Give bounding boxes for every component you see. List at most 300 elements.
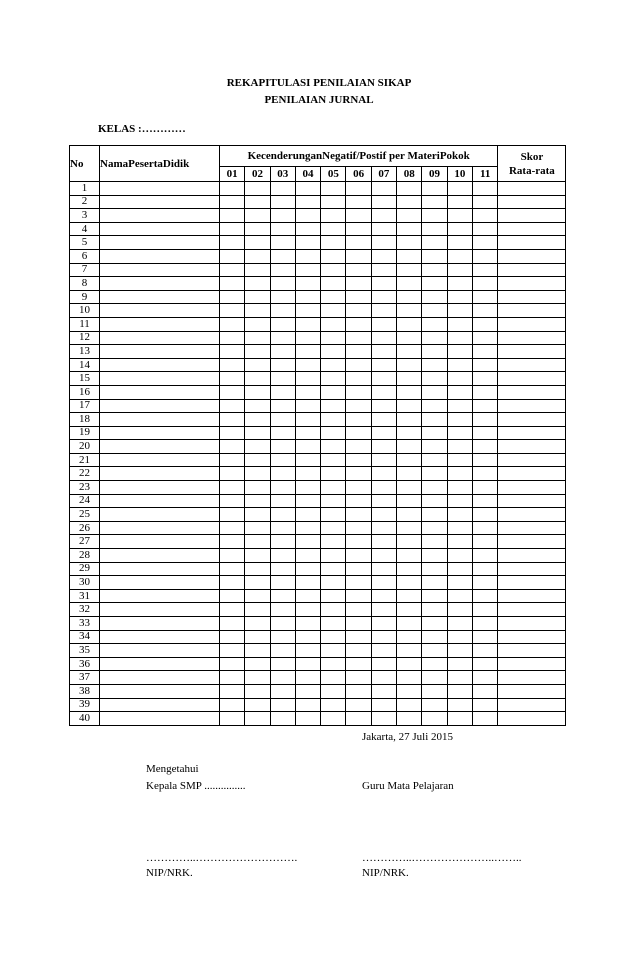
score-cell — [472, 317, 497, 331]
score-cell — [447, 630, 472, 644]
score-cell — [220, 589, 245, 603]
score-cell — [346, 617, 371, 631]
score-cell — [472, 644, 497, 658]
score-cell — [472, 698, 497, 712]
average-cell — [498, 712, 566, 726]
score-cell — [245, 372, 270, 386]
score-cell — [220, 549, 245, 563]
score-cell — [447, 209, 472, 223]
score-cell — [321, 249, 346, 263]
score-cell — [295, 576, 320, 590]
row-number: 29 — [70, 562, 100, 576]
score-cell — [371, 345, 396, 359]
score-cell — [270, 549, 295, 563]
score-cell — [346, 345, 371, 359]
average-cell — [498, 671, 566, 685]
score-cell — [447, 385, 472, 399]
score-cell — [245, 399, 270, 413]
score-cell — [447, 453, 472, 467]
score-cell — [270, 576, 295, 590]
score-cell — [346, 290, 371, 304]
document-subtitle: PENILAIAN JURNAL — [264, 94, 374, 106]
score-cell — [270, 263, 295, 277]
score-cell — [447, 657, 472, 671]
score-cell — [270, 589, 295, 603]
score-cell — [447, 644, 472, 658]
score-cell — [397, 372, 422, 386]
score-cell — [472, 222, 497, 236]
score-cell — [245, 195, 270, 209]
score-cell — [346, 698, 371, 712]
score-cell — [220, 263, 245, 277]
score-cell — [321, 494, 346, 508]
score-cell — [346, 453, 371, 467]
score-cell — [220, 236, 245, 250]
score-cell — [371, 467, 396, 481]
score-cell — [220, 317, 245, 331]
name-cell — [100, 222, 220, 236]
score-cell — [346, 603, 371, 617]
score-cell — [371, 413, 396, 427]
score-cell — [321, 671, 346, 685]
score-cell — [472, 426, 497, 440]
score-cell — [321, 331, 346, 345]
row-number: 5 — [70, 236, 100, 250]
table-row — [70, 644, 566, 658]
score-cell — [295, 521, 320, 535]
score-cell — [270, 535, 295, 549]
score-cell — [220, 222, 245, 236]
average-cell — [498, 372, 566, 386]
name-cell — [100, 562, 220, 576]
score-cell — [220, 249, 245, 263]
score-cell — [371, 494, 396, 508]
header-materi-05: 05 — [321, 167, 346, 182]
score-cell — [295, 562, 320, 576]
kepala-smp-label: Kepala SMP ............... — [146, 780, 246, 792]
score-cell — [245, 521, 270, 535]
score-cell — [295, 589, 320, 603]
average-cell — [498, 277, 566, 291]
score-cell — [321, 508, 346, 522]
name-cell — [100, 644, 220, 658]
score-cell — [346, 304, 371, 318]
score-cell — [270, 182, 295, 196]
average-cell — [498, 698, 566, 712]
score-cell — [295, 453, 320, 467]
score-cell — [397, 535, 422, 549]
score-cell — [270, 372, 295, 386]
score-cell — [220, 576, 245, 590]
average-cell — [498, 644, 566, 658]
score-cell — [422, 549, 447, 563]
table-row — [70, 712, 566, 726]
name-cell — [100, 630, 220, 644]
score-cell — [346, 481, 371, 495]
table-row — [70, 195, 566, 209]
table-body — [70, 182, 566, 726]
score-cell — [422, 426, 447, 440]
table-row — [70, 277, 566, 291]
score-cell — [472, 385, 497, 399]
score-cell — [422, 603, 447, 617]
score-cell — [220, 684, 245, 698]
score-cell — [270, 508, 295, 522]
score-cell — [220, 698, 245, 712]
score-cell — [422, 209, 447, 223]
score-cell — [472, 671, 497, 685]
score-cell — [245, 209, 270, 223]
score-cell — [270, 453, 295, 467]
score-cell — [397, 576, 422, 590]
name-cell — [100, 521, 220, 535]
score-cell — [220, 630, 245, 644]
table-row — [70, 698, 566, 712]
score-cell — [270, 644, 295, 658]
row-number: 31 — [70, 589, 100, 603]
score-cell — [371, 508, 396, 522]
score-cell — [245, 671, 270, 685]
score-cell — [397, 358, 422, 372]
score-cell — [245, 494, 270, 508]
row-number: 16 — [70, 385, 100, 399]
score-cell — [447, 182, 472, 196]
score-cell — [321, 426, 346, 440]
score-cell — [422, 263, 447, 277]
score-cell — [472, 549, 497, 563]
name-cell — [100, 372, 220, 386]
score-cell — [346, 249, 371, 263]
average-cell — [498, 345, 566, 359]
score-cell — [371, 358, 396, 372]
score-cell — [321, 467, 346, 481]
score-cell — [472, 494, 497, 508]
score-cell — [397, 222, 422, 236]
name-cell — [100, 345, 220, 359]
average-cell — [498, 290, 566, 304]
header-materi-03: 03 — [270, 167, 295, 182]
row-number: 20 — [70, 440, 100, 454]
score-cell — [397, 521, 422, 535]
score-cell — [422, 481, 447, 495]
score-cell — [321, 385, 346, 399]
score-cell — [346, 684, 371, 698]
score-cell — [321, 277, 346, 291]
row-number: 30 — [70, 576, 100, 590]
table-row — [70, 182, 566, 196]
row-number: 2 — [70, 195, 100, 209]
row-number: 37 — [70, 671, 100, 685]
score-cell — [346, 263, 371, 277]
name-cell — [100, 290, 220, 304]
score-cell — [422, 589, 447, 603]
score-cell — [270, 617, 295, 631]
score-cell — [346, 426, 371, 440]
score-cell — [447, 399, 472, 413]
score-cell — [220, 481, 245, 495]
name-cell — [100, 535, 220, 549]
average-cell — [498, 521, 566, 535]
table-row — [70, 617, 566, 631]
score-cell — [220, 399, 245, 413]
score-cell — [245, 331, 270, 345]
score-cell — [321, 209, 346, 223]
score-cell — [371, 521, 396, 535]
score-cell — [245, 549, 270, 563]
score-cell — [295, 698, 320, 712]
score-cell — [220, 277, 245, 291]
score-cell — [295, 222, 320, 236]
score-cell — [295, 236, 320, 250]
score-cell — [321, 630, 346, 644]
score-cell — [397, 657, 422, 671]
score-cell — [447, 345, 472, 359]
score-cell — [472, 562, 497, 576]
score-cell — [321, 263, 346, 277]
score-cell — [422, 399, 447, 413]
score-cell — [397, 236, 422, 250]
score-cell — [371, 209, 396, 223]
score-cell — [270, 358, 295, 372]
row-number: 6 — [70, 249, 100, 263]
row-number: 38 — [70, 684, 100, 698]
score-cell — [397, 317, 422, 331]
score-cell — [245, 345, 270, 359]
score-cell — [321, 698, 346, 712]
score-cell — [295, 630, 320, 644]
score-cell — [270, 440, 295, 454]
score-cell — [245, 698, 270, 712]
score-cell — [321, 195, 346, 209]
score-cell — [321, 481, 346, 495]
row-number: 9 — [70, 290, 100, 304]
score-cell — [371, 195, 396, 209]
score-cell — [346, 671, 371, 685]
score-cell — [346, 236, 371, 250]
score-cell — [422, 657, 447, 671]
score-cell — [346, 644, 371, 658]
score-cell — [346, 372, 371, 386]
score-cell — [321, 222, 346, 236]
kelas-label: KELAS :………… — [98, 123, 186, 135]
score-cell — [371, 399, 396, 413]
score-cell — [245, 617, 270, 631]
score-cell — [270, 249, 295, 263]
score-cell — [245, 304, 270, 318]
score-cell — [295, 331, 320, 345]
header-nama-peserta: NamaPesertaDidik — [100, 146, 220, 182]
score-cell — [371, 671, 396, 685]
score-cell — [397, 195, 422, 209]
score-cell — [472, 358, 497, 372]
score-cell — [397, 481, 422, 495]
table-row — [70, 222, 566, 236]
table-row — [70, 521, 566, 535]
score-cell — [220, 467, 245, 481]
name-cell — [100, 549, 220, 563]
nip-right: NIP/NRK. — [362, 867, 409, 879]
score-cell — [422, 385, 447, 399]
header-materi-08: 08 — [397, 167, 422, 182]
score-cell — [346, 331, 371, 345]
score-cell — [295, 345, 320, 359]
score-cell — [422, 521, 447, 535]
score-cell — [245, 413, 270, 427]
score-cell — [346, 277, 371, 291]
score-cell — [346, 358, 371, 372]
score-cell — [472, 603, 497, 617]
row-number: 33 — [70, 617, 100, 631]
table-row — [70, 345, 566, 359]
name-cell — [100, 277, 220, 291]
average-cell — [498, 589, 566, 603]
score-cell — [422, 236, 447, 250]
score-cell — [270, 671, 295, 685]
score-cell — [447, 698, 472, 712]
table-row — [70, 331, 566, 345]
score-cell — [245, 644, 270, 658]
score-cell — [245, 317, 270, 331]
score-cell — [397, 508, 422, 522]
score-cell — [321, 440, 346, 454]
name-cell — [100, 467, 220, 481]
score-cell — [397, 263, 422, 277]
score-cell — [422, 698, 447, 712]
row-number: 24 — [70, 494, 100, 508]
row-number: 1 — [70, 182, 100, 196]
score-cell — [270, 222, 295, 236]
score-cell — [472, 684, 497, 698]
score-cell — [270, 562, 295, 576]
score-cell — [397, 603, 422, 617]
name-cell — [100, 263, 220, 277]
score-cell — [422, 358, 447, 372]
row-number: 32 — [70, 603, 100, 617]
score-cell — [346, 399, 371, 413]
score-cell — [220, 440, 245, 454]
score-cell — [472, 712, 497, 726]
average-cell — [498, 453, 566, 467]
score-cell — [472, 263, 497, 277]
score-cell — [371, 236, 396, 250]
score-cell — [245, 249, 270, 263]
score-cell — [371, 317, 396, 331]
name-cell — [100, 209, 220, 223]
score-cell — [371, 684, 396, 698]
score-cell — [245, 263, 270, 277]
score-cell — [220, 562, 245, 576]
name-cell — [100, 617, 220, 631]
score-cell — [295, 603, 320, 617]
guru-label: Guru Mata Pelajaran — [362, 780, 454, 792]
score-cell — [472, 535, 497, 549]
row-number: 27 — [70, 535, 100, 549]
score-cell — [245, 589, 270, 603]
score-cell — [270, 494, 295, 508]
score-cell — [447, 195, 472, 209]
score-cell — [321, 345, 346, 359]
score-cell — [220, 358, 245, 372]
header-materi-09: 09 — [422, 167, 447, 182]
score-cell — [472, 467, 497, 481]
score-cell — [397, 494, 422, 508]
name-cell — [100, 508, 220, 522]
score-cell — [397, 549, 422, 563]
score-cell — [371, 440, 396, 454]
score-cell — [220, 617, 245, 631]
header-materi-10: 10 — [447, 167, 472, 182]
score-cell — [422, 494, 447, 508]
score-cell — [321, 562, 346, 576]
score-cell — [371, 481, 396, 495]
header-skor — [498, 146, 566, 182]
score-cell — [245, 657, 270, 671]
signature-line-left: …………..………………………. — [146, 852, 298, 864]
score-cell — [371, 290, 396, 304]
score-cell — [371, 630, 396, 644]
table-row — [70, 562, 566, 576]
score-cell — [270, 481, 295, 495]
nip-left: NIP/NRK. — [146, 867, 193, 879]
score-cell — [472, 399, 497, 413]
score-cell — [447, 277, 472, 291]
score-cell — [371, 617, 396, 631]
average-cell — [498, 182, 566, 196]
score-cell — [447, 508, 472, 522]
row-number: 21 — [70, 453, 100, 467]
name-cell — [100, 453, 220, 467]
score-cell — [220, 304, 245, 318]
score-cell — [472, 630, 497, 644]
table-row — [70, 481, 566, 495]
name-cell — [100, 385, 220, 399]
score-cell — [447, 494, 472, 508]
table-row — [70, 684, 566, 698]
row-number: 18 — [70, 413, 100, 427]
score-cell — [270, 385, 295, 399]
score-cell — [422, 630, 447, 644]
name-cell — [100, 494, 220, 508]
score-cell — [321, 304, 346, 318]
score-cell — [270, 277, 295, 291]
score-cell — [245, 358, 270, 372]
name-cell — [100, 684, 220, 698]
average-cell — [498, 195, 566, 209]
name-cell — [100, 317, 220, 331]
row-number: 28 — [70, 549, 100, 563]
score-cell — [270, 331, 295, 345]
score-cell — [245, 440, 270, 454]
score-cell — [422, 644, 447, 658]
score-cell — [346, 440, 371, 454]
average-cell — [498, 358, 566, 372]
table-row — [70, 399, 566, 413]
table-row — [70, 589, 566, 603]
table-row — [70, 249, 566, 263]
score-cell — [397, 290, 422, 304]
score-cell — [472, 413, 497, 427]
score-cell — [295, 277, 320, 291]
score-cell — [220, 671, 245, 685]
table-row — [70, 549, 566, 563]
score-cell — [220, 644, 245, 658]
score-cell — [371, 182, 396, 196]
score-cell — [371, 426, 396, 440]
row-number: 8 — [70, 277, 100, 291]
score-cell — [397, 630, 422, 644]
average-cell — [498, 549, 566, 563]
table-row — [70, 440, 566, 454]
